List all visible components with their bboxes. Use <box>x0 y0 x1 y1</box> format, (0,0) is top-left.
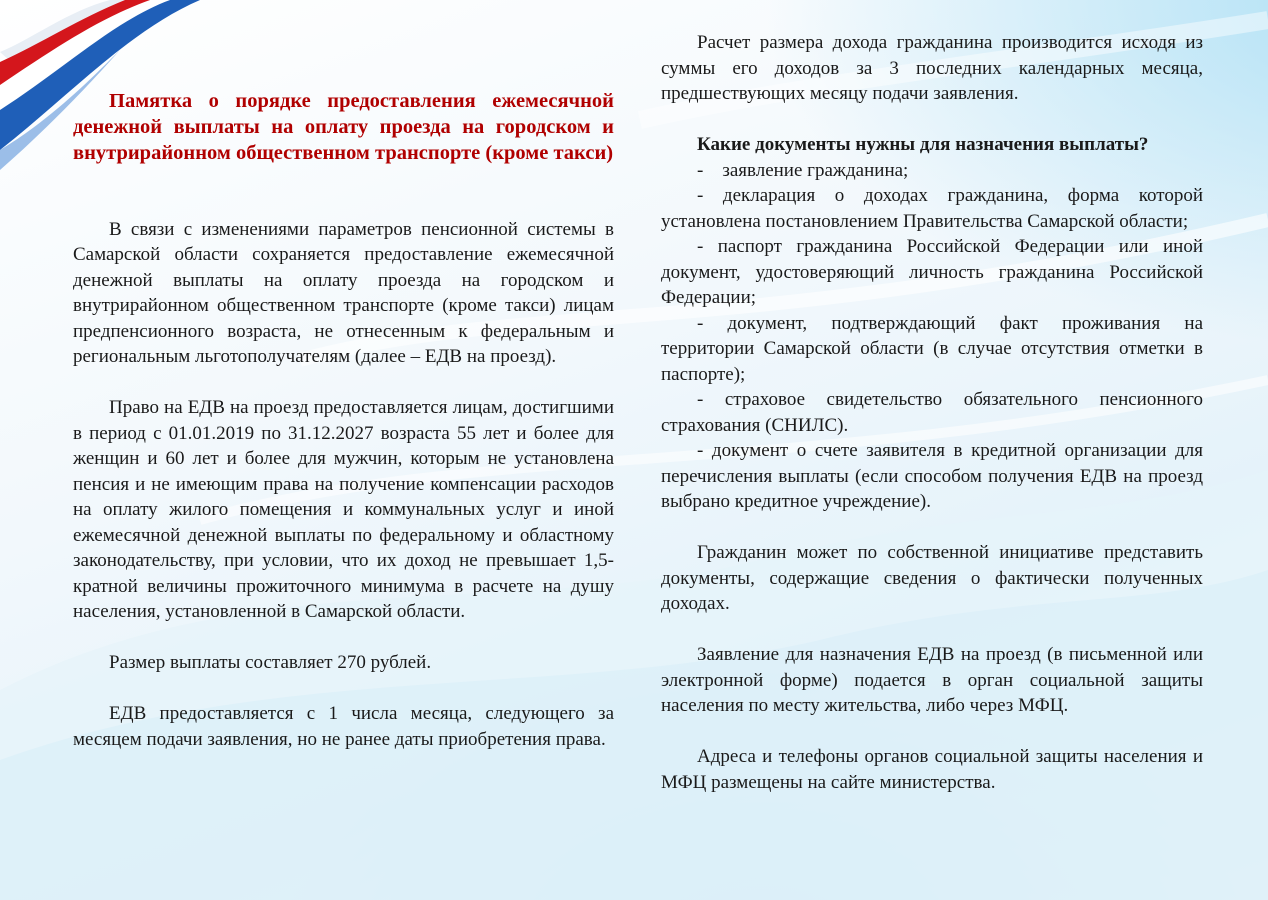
document-item: - страховое свидетельство обязательного пенсионного страхования (СНИЛС). <box>661 389 1203 436</box>
paragraph-income-documents: Гражданин может по собственной инициативе представить документы, содержащие сведения о фактически полученных доходах. <box>661 542 1203 614</box>
documents-heading: Какие документы нужны для назначения выплаты? <box>697 134 1149 155</box>
left-column <box>73 88 614 752</box>
right-column <box>661 30 1203 795</box>
document-item: - паспорт гражданина Российской Федерации или иной документ, удостоверяющий личность гражданина Российской Федерации; <box>661 236 1203 308</box>
paragraph-income-calculation: Расчет размера дохода гражданина производится исходя из суммы его доходов за 3 последних календарных месяца, предшествующих месяцу подачи заявления. <box>661 32 1203 104</box>
paragraph-eligibility: Право на ЕДВ на проезд предоставляется лицам, достигшими в период с 01.01.2019 по 31.12.2027 возраста 55 лет и более для женщин и 60 лет и более для мужчин, которым не установлена пенсия и не имеющим права на получение компенсации расходов на оплату жилого помещения и коммунальных услуг и иной ежемесячной денежной выплаты по федеральному и областному законодательству, при условии, что их доход не превышает 1,5-кратной величины прожиточного минимума в расчете на душу населения, установленной в Самарской области. <box>73 397 614 622</box>
paragraph-pension-changes: В связи с изменениями параметров пенсионной системы в Самарской области сохраняется предоставление ежемесячной денежной выплаты на оплату проезда на городском и внутрирайонном общественном транспорте (кроме такси) лицам предпенсионного возраста, не отнесенным к федеральным и региональным льготополучателям (далее – ЕДВ на проезд). <box>73 218 614 367</box>
document-item: - заявление гражданина; <box>697 159 909 181</box>
paragraph-start-date: ЕДВ предоставляется с 1 числа месяца, следующего за месяцем подачи заявления, но не ранее даты приобретения права. <box>73 703 614 750</box>
document-item: - декларация о доходах гражданина, форма которой установлена постановлением Правительства Самарской области; <box>661 185 1203 232</box>
paragraph-contacts: Адреса и телефоны органов социальной защиты населения и МФЦ размещены на сайте министерства. <box>661 746 1203 793</box>
document-item: - документ о счете заявителя в кредитной организации для перечисления выплаты (если способом получения ЕДВ на проезд выбрано кредитное учреждение). <box>661 440 1203 512</box>
paragraph-application: Заявление для назначения ЕДВ на проезд (в письменной или электронной форме) подается в орган социальной защиты населения по месту жительства, либо через МФЦ. <box>661 644 1203 716</box>
paragraph-payment-amount: Размер выплаты составляет 270 рублей. <box>109 652 432 673</box>
document-item: - документ, подтверждающий факт проживания на территории Самарской области (в случае отсутствия отметки в паспорте); <box>661 312 1203 385</box>
memo-title: Памятка о порядке предоставления ежемесячной денежной выплаты на оплату проезда на городском и внутрирайонном общественном транспорте (кроме такси) <box>73 90 614 164</box>
